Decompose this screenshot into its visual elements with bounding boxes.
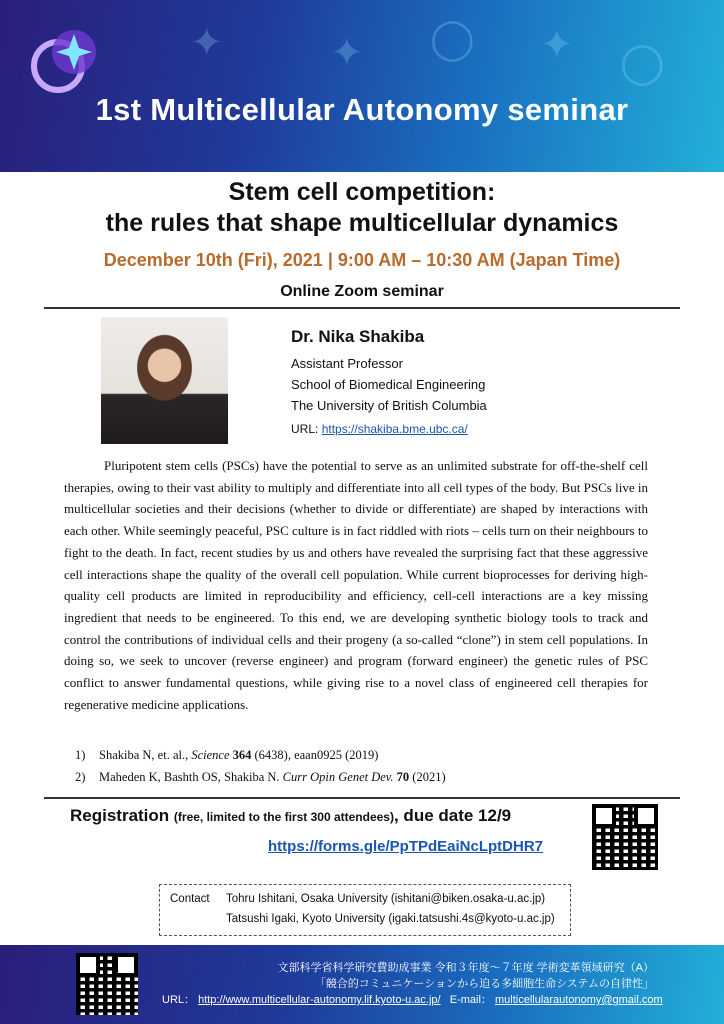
sparkle-decoration-icon: ✦	[190, 20, 224, 66]
speaker-university: The University of British Columbia	[291, 398, 487, 413]
talk-title	[0, 177, 724, 239]
circle-decoration-icon: ◯	[620, 40, 665, 86]
abstract-text: Pluripotent stem cells (PSCs) have the potential to serve as an unlimited substrate for off-the-shelf cell therapies, owing to their vast ability to multiply and differentiate into all cell types of the body. But PSCs live in multicellular societies and their decisions (whether to divide or differentiate) are shaped by interactions with each other. While seemingly peaceful, PSC culture is in fact riddled with riots – cells turn on their neighbours to fight to the death. In fact, recent studies by us and others have revealed the surprising fact that these aggressive cell interactions shape the quality of the overall cell population. While current bioprocesses for deriving high-quality cell products are limited in reproducibility and efficiency, cell-cell interactions are a key missing ingredient that needs to be engineered. To this end, we are developing synthetic biology tools to track and control the contributions of individual cells and their progeny (a so-called “clone”) in stem cell populations. In doing so, we seek to uncover (reverse engineer) and program (forward engineer) the genetic rules of PSC conflict to answer fundamental questions, while giving rise to a novel class of engineered cell therapies for regenerative medicine applications.	[64, 458, 648, 712]
seminar-logo-icon	[26, 18, 106, 98]
reference-details: (2021)	[409, 770, 446, 784]
registration-note: (free, limited to the first 300 attendees)	[173, 810, 394, 824]
footer-grant-info: 文部科学省科学研究費助成事業 令和３年度〜７年度 学術変革領域研究（A）	[277, 962, 654, 974]
registration-heading	[70, 806, 511, 826]
reference-number: 2)	[75, 770, 86, 784]
footer-project-name: 「競合的コミュニケーションから迫る多細胞生命システムの自律性」	[314, 978, 654, 990]
speaker-position: Assistant Professor	[291, 356, 403, 371]
speaker-url-row	[291, 422, 487, 436]
seminar-series-title: 1st Multicellular Autonomy seminar	[95, 92, 629, 127]
registration-link[interactable]: https://forms.gle/PpTPdEaiNcLptDHR7	[268, 838, 544, 855]
circle-decoration-icon: ◯	[430, 16, 475, 62]
reference-journal: Curr Opin Genet Dev.	[282, 770, 394, 784]
reference-authors: Shakiba N, et. al.,	[99, 748, 192, 762]
sparkle-decoration-icon: ✦	[540, 22, 574, 68]
footer-url-label: URL：	[162, 994, 196, 1006]
sparkle-decoration-icon: ✦	[330, 30, 364, 76]
speaker-department: School of Biomedical Engineering	[291, 377, 486, 392]
contact-person-1: Tohru Ishitani, Osaka University (ishitani@biken.osaka-u.ac.jp)	[226, 893, 546, 905]
event-date: December 10th (Fri), 2021 | 9:00 AM – 10:30 AM (Japan Time)	[103, 250, 621, 270]
registration-due: , due date 12/9	[393, 806, 512, 825]
footer-contact-row	[162, 991, 663, 1007]
contact-box	[159, 884, 571, 936]
reference-volume: 364	[232, 748, 252, 762]
reference-authors: Maheden K, Bashth OS, Shakiba N.	[99, 770, 283, 784]
contact-label: Contact	[170, 893, 210, 905]
event-format: Online Zoom seminar	[280, 283, 444, 300]
reference-item	[75, 766, 446, 788]
footer-qr-code[interactable]	[76, 953, 138, 1015]
speaker-url-link[interactable]: https://shakiba.bme.ubc.ca/	[321, 422, 468, 436]
footer-email-label: E-mail：	[449, 994, 492, 1006]
speaker-photo	[101, 317, 228, 444]
talk-title-line2: the rules that shape multicellular dynamics	[105, 209, 619, 237]
contact-person-2: Tatsushi Igaki, Kyoto University (igaki.tatsushi.4s@kyoto-u.ac.jp)	[226, 913, 555, 925]
divider	[44, 797, 680, 799]
reference-volume: 70	[396, 770, 410, 784]
footer-url-link[interactable]: http://www.multicellular-autonomy.lif.kyoto-u.ac.jp/	[198, 994, 441, 1006]
speaker-info	[291, 327, 487, 436]
reference-journal: Science	[191, 748, 230, 762]
reference-item	[75, 744, 446, 766]
registration-label: Registration	[70, 806, 170, 825]
talk-title-line1: Stem cell competition:	[228, 178, 496, 206]
footer-banner	[0, 945, 724, 1024]
header-banner	[0, 0, 724, 172]
references-list	[75, 744, 446, 788]
registration-qr-code[interactable]	[592, 804, 658, 870]
speaker-name: Dr. Nika Shakiba	[291, 327, 425, 346]
divider	[44, 307, 680, 309]
reference-number: 1)	[75, 748, 86, 762]
footer-email-link[interactable]: multicellularautonomy@gmail.com	[494, 994, 663, 1006]
speaker-url-label: URL:	[291, 422, 319, 436]
reference-details: (6438), eaan0925 (2019)	[251, 748, 379, 762]
